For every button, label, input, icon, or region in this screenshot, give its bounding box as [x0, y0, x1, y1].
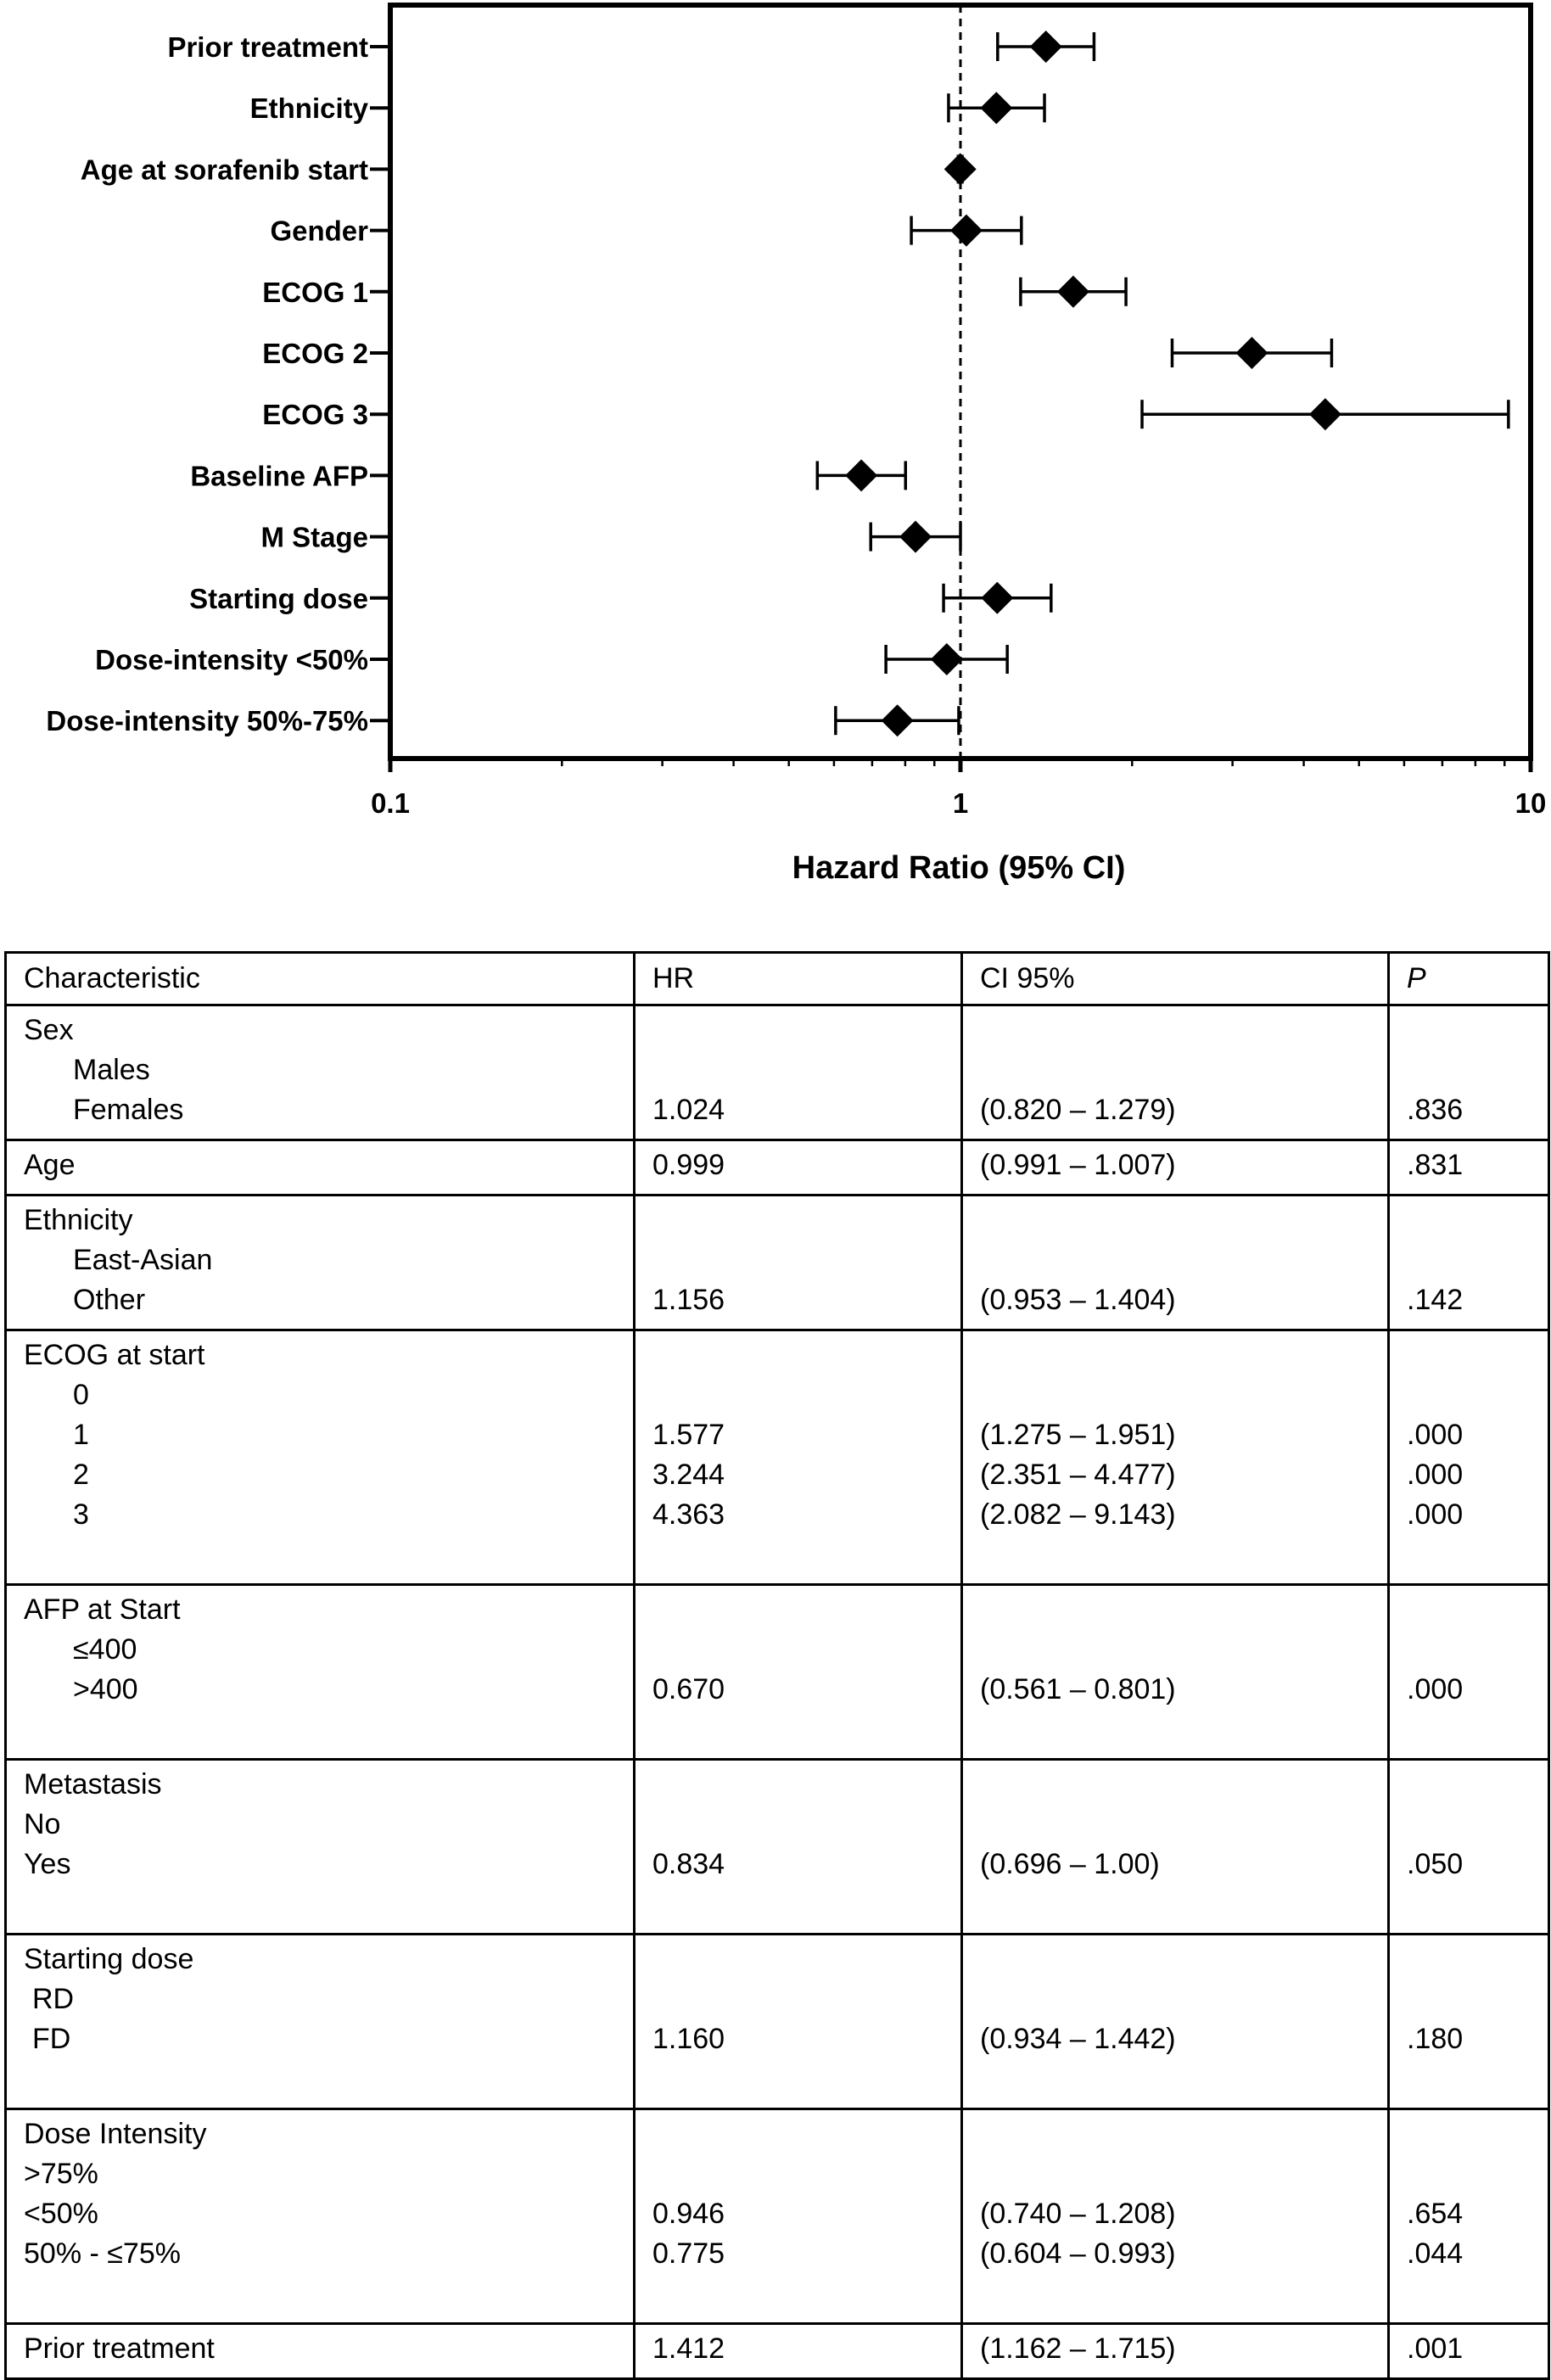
forest-row: [262, 337, 1331, 369]
hr-value: 0.670: [652, 1673, 725, 1705]
cell-p: [1389, 2109, 1549, 2324]
characteristic-label: [24, 1535, 616, 1575]
cell-ci: [962, 1140, 1389, 1196]
ci-value: [980, 1375, 1370, 1415]
p-value: .831: [1407, 1149, 1464, 1181]
ci-value: (0.991 – 1.007): [980, 1149, 1176, 1181]
hr-value: [652, 1590, 943, 1630]
forest-plot: [0, 0, 1551, 916]
forest-row: [46, 704, 959, 736]
hr-point: [845, 459, 877, 491]
ci-value: (2.351 – 4.477): [980, 1459, 1176, 1491]
p-value: [1407, 1940, 1531, 1980]
p-value: [1407, 1375, 1531, 1415]
table-row: [6, 2109, 1549, 2324]
characteristic-label: 2: [73, 1459, 89, 1491]
hr-point: [950, 215, 983, 247]
p-value: [1407, 1011, 1531, 1050]
ci-value: (0.740 – 1.208): [980, 2198, 1176, 2230]
characteristic-label: Prior treatment: [24, 2332, 215, 2365]
characteristic-label: >75%: [24, 2158, 98, 2190]
p-value: [1407, 1201, 1531, 1240]
cell-ci: [962, 1935, 1389, 2109]
cell-characteristic: [6, 1196, 635, 1330]
row-label: Dose-intensity 50%-75%: [46, 705, 368, 737]
cell-hr: [635, 1330, 962, 1585]
cell-ci: [962, 2109, 1389, 2324]
hr-point: [1030, 31, 1062, 63]
characteristic-label: [24, 1884, 616, 1924]
cell-ci: [962, 1196, 1389, 1330]
row-label: ECOG 2: [262, 338, 368, 369]
hr-value: 0.775: [652, 2237, 725, 2270]
cell-characteristic: [6, 1330, 635, 1585]
ci-value: (0.934 – 1.442): [980, 2023, 1176, 2055]
hr-point: [1235, 337, 1268, 369]
characteristic-label: 50% - ≤75%: [24, 2237, 181, 2270]
row-label: Age at sorafenib start: [80, 154, 368, 186]
characteristic-label: <50%: [24, 2198, 98, 2230]
header-ci: CI 95%: [962, 953, 1389, 1005]
hr-value: [652, 1240, 943, 1280]
hr-value: [652, 1765, 943, 1805]
ci-value: [980, 2154, 1370, 2194]
hr-value: [652, 1630, 943, 1670]
x-tick-label: 1: [952, 787, 969, 819]
cell-hr: [635, 2109, 962, 2324]
x-tick-label: 0.1: [371, 787, 410, 819]
p-value: [1407, 1710, 1531, 1750]
forest-row: [250, 92, 1044, 124]
p-value: [1407, 2274, 1531, 2314]
cell-ci: [962, 1005, 1389, 1140]
characteristic-label: Starting dose: [24, 1943, 194, 1975]
table-row: [6, 1585, 1549, 1760]
table-row: [6, 1196, 1549, 1330]
cell-p: [1389, 1760, 1549, 1935]
hr-value: 0.999: [652, 1149, 725, 1181]
cell-characteristic: [6, 2109, 635, 2324]
characteristic-label: Males: [73, 1054, 150, 1086]
cell-p: [1389, 1005, 1549, 1140]
hr-point: [882, 704, 914, 736]
p-value: [1407, 2154, 1531, 2194]
row-label: Starting dose: [189, 582, 368, 614]
hr-point: [931, 643, 963, 675]
ci-value: (0.604 – 0.993): [980, 2237, 1176, 2270]
forest-row: [189, 582, 1051, 614]
characteristic-label: Age: [24, 1149, 76, 1181]
hr-value: [652, 1980, 943, 2019]
ci-value: [980, 1940, 1370, 1980]
cell-ci: [962, 1760, 1389, 1935]
table-row: [6, 1760, 1549, 1935]
p-value: [1407, 1535, 1531, 1575]
p-value: [1407, 1240, 1531, 1280]
characteristic-label: Metastasis: [24, 1768, 162, 1800]
characteristic-label: [24, 2059, 616, 2099]
hr-value: [652, 1940, 943, 1980]
cell-ci: [962, 1585, 1389, 1760]
cell-ci: [962, 1330, 1389, 1585]
characteristic-label: No: [24, 1808, 61, 1840]
hr-value: [652, 1535, 943, 1575]
hr-value: [652, 2059, 943, 2099]
hr-value: 3.244: [652, 1459, 725, 1491]
x-tick-label: 10: [1515, 787, 1547, 819]
p-value: .180: [1407, 2023, 1464, 2055]
ci-value: [980, 1050, 1370, 1090]
ci-value: (0.953 – 1.404): [980, 1284, 1176, 1316]
cell-p: [1389, 1585, 1549, 1760]
p-value: [1407, 2114, 1531, 2154]
characteristic-label: AFP at Start: [24, 1593, 181, 1626]
ci-value: [980, 1805, 1370, 1845]
characteristic-label: Other: [73, 1284, 146, 1316]
table-row: [6, 1935, 1549, 2109]
row-label: M Stage: [260, 521, 368, 553]
hr-value: [652, 1336, 943, 1375]
characteristic-label: ≤400: [73, 1633, 137, 1666]
header-p: P: [1389, 953, 1549, 1005]
p-value: .000: [1407, 1673, 1464, 1705]
ci-value: [980, 1336, 1370, 1375]
p-value: [1407, 1765, 1531, 1805]
characteristic-label: [24, 1710, 616, 1750]
characteristic-label: 1: [73, 1419, 89, 1451]
hr-value: [652, 2114, 943, 2154]
hr-value: [652, 2274, 943, 2314]
hr-value: 1.412: [652, 2332, 725, 2365]
ci-value: [980, 1240, 1370, 1280]
hr-point: [980, 92, 1012, 124]
cell-hr: [635, 1935, 962, 2109]
characteristic-label: 0: [73, 1379, 89, 1411]
forest-row: [260, 521, 960, 553]
ci-value: (0.696 – 1.00): [980, 1848, 1160, 1880]
cell-p: [1389, 1140, 1549, 1196]
characteristic-label: Ethnicity: [24, 1204, 133, 1236]
cell-ci: [962, 2324, 1389, 2379]
forest-rows: [46, 31, 1508, 736]
ci-value: [980, 1201, 1370, 1240]
p-value: .000: [1407, 1419, 1464, 1451]
hr-value: [652, 2154, 943, 2194]
cell-characteristic: [6, 1760, 635, 1935]
p-value: .654: [1407, 2198, 1464, 2230]
ci-value: (0.820 – 1.279): [980, 1094, 1176, 1126]
ci-value: [980, 1884, 1370, 1924]
hr-value: 1.577: [652, 1419, 725, 1451]
hr-value: [652, 1884, 943, 1924]
table-body: [6, 1005, 1549, 2379]
plot-frame: [390, 5, 1531, 759]
row-label: Prior treatment: [167, 31, 368, 63]
x-axis: [371, 759, 1546, 819]
characteristic-label: 3: [73, 1498, 89, 1531]
characteristic-label: >400: [73, 1673, 138, 1705]
table-header-row: [6, 953, 1549, 1005]
hr-value: 0.946: [652, 2198, 725, 2230]
p-value: .001: [1407, 2332, 1464, 2365]
hr-point: [944, 153, 977, 185]
p-value: [1407, 1980, 1531, 2019]
p-value: [1407, 1336, 1531, 1375]
p-value: .044: [1407, 2237, 1464, 2270]
hr-value: [652, 1710, 943, 1750]
hr-value: [652, 1050, 943, 1090]
cell-p: [1389, 1330, 1549, 1585]
table-row: [6, 1330, 1549, 1585]
p-value: [1407, 1590, 1531, 1630]
row-label: Baseline AFP: [190, 460, 368, 492]
forest-row: [270, 215, 1021, 247]
cell-characteristic: [6, 1585, 635, 1760]
row-label: Dose-intensity <50%: [95, 644, 368, 675]
cell-hr: [635, 1005, 962, 1140]
cell-characteristic: [6, 1005, 635, 1140]
table-row: [6, 1140, 1549, 1196]
cell-p: [1389, 1196, 1549, 1330]
ci-value: (0.561 – 0.801): [980, 1673, 1176, 1705]
forest-row: [190, 459, 905, 491]
ci-value: (1.275 – 1.951): [980, 1419, 1176, 1451]
x-axis-title: Hazard Ratio (95% CI): [792, 850, 1126, 886]
row-label: Ethnicity: [249, 92, 368, 125]
ci-value: [980, 1710, 1370, 1750]
ci-value: [980, 1590, 1370, 1630]
hazard-ratio-table: [4, 951, 1550, 2380]
ci-value: [980, 2274, 1370, 2314]
hr-point: [981, 582, 1013, 614]
characteristic-label: East-Asian: [73, 1244, 213, 1276]
hr-point: [1309, 398, 1341, 430]
characteristic-label: FD: [32, 2023, 71, 2055]
hr-value: 1.156: [652, 1284, 725, 1316]
cell-p: [1389, 1935, 1549, 2109]
p-value: [1407, 1050, 1531, 1090]
p-value: [1407, 1630, 1531, 1670]
ci-value: [980, 1980, 1370, 2019]
p-value: .142: [1407, 1284, 1464, 1316]
hr-value: [652, 1375, 943, 1415]
cell-p: [1389, 2324, 1549, 2379]
p-value: [1407, 2059, 1531, 2099]
hr-point: [1057, 276, 1089, 308]
cell-hr: [635, 1585, 962, 1760]
header-characteristic: Characteristic: [6, 953, 635, 1005]
cell-hr: [635, 1196, 962, 1330]
p-value: .836: [1407, 1094, 1464, 1126]
hr-value: 0.834: [652, 1848, 725, 1880]
characteristic-label: RD: [32, 1983, 75, 2015]
table-row: [6, 2324, 1549, 2379]
ci-value: (1.162 – 1.715): [980, 2332, 1176, 2365]
forest-row: [81, 153, 977, 185]
forest-row: [95, 643, 1007, 675]
ci-value: [980, 2114, 1370, 2154]
hr-value: 4.363: [652, 1498, 725, 1531]
ci-value: [980, 1011, 1370, 1050]
hr-value: [652, 1805, 943, 1845]
ci-value: [980, 1765, 1370, 1805]
cell-characteristic: [6, 1140, 635, 1196]
characteristic-label: Yes: [24, 1848, 71, 1880]
characteristic-label: [24, 2274, 616, 2314]
cell-hr: [635, 1760, 962, 1935]
header-hr: HR: [635, 953, 962, 1005]
p-value: .000: [1407, 1459, 1464, 1491]
forest-row: [262, 398, 1509, 430]
forest-row: [167, 31, 1094, 63]
p-value: .050: [1407, 1848, 1464, 1880]
cell-characteristic: [6, 1935, 635, 2109]
cell-hr: [635, 2324, 962, 2379]
cell-characteristic: [6, 2324, 635, 2379]
ci-value: (2.082 – 9.143): [980, 1498, 1176, 1531]
ci-value: [980, 2059, 1370, 2099]
p-value: [1407, 1884, 1531, 1924]
table-row: [6, 1005, 1549, 1140]
row-label: Gender: [270, 215, 368, 247]
hr-value: 1.160: [652, 2023, 725, 2055]
ci-value: [980, 1630, 1370, 1670]
row-label: ECOG 1: [262, 276, 368, 308]
characteristic-label: Dose Intensity: [24, 2118, 207, 2150]
hr-value: 1.024: [652, 1094, 725, 1126]
p-value: .000: [1407, 1498, 1464, 1531]
hr-value: [652, 1011, 943, 1050]
p-value: [1407, 1805, 1531, 1845]
row-label: ECOG 3: [262, 399, 368, 431]
hr-point: [899, 521, 932, 553]
hr-value: [652, 1201, 943, 1240]
characteristic-label: Sex: [24, 1014, 74, 1046]
ci-value: [980, 1535, 1370, 1575]
cell-hr: [635, 1140, 962, 1196]
characteristic-label: ECOG at start: [24, 1339, 205, 1371]
characteristic-label: Females: [73, 1094, 184, 1126]
